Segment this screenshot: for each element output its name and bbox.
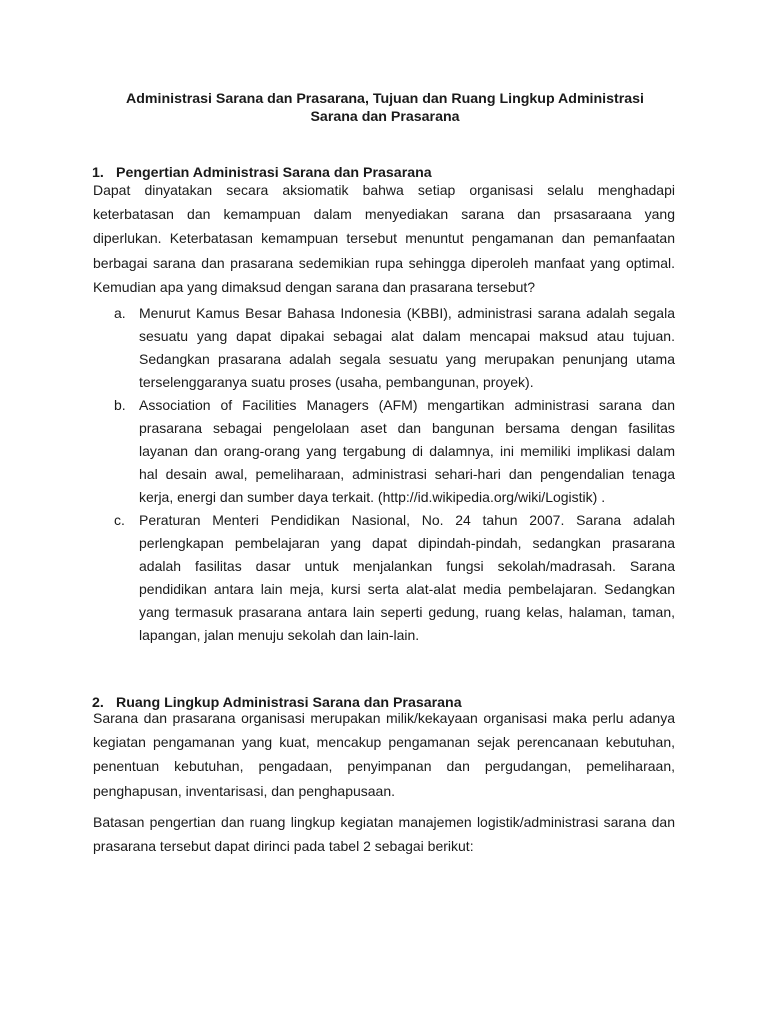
paragraph-line: berbagai sarana dan prasarana sedemikian rupa sehingga diperoleh manfaat yang optimal. — [93, 254, 675, 271]
document-title-line: Administrasi Sarana dan Prasarana, Tujuan dan Ruang Lingkup Administrasi — [126, 91, 644, 107]
paragraph-line: Kemudian apa yang dimaksud dengan sarana dan prasarana tersebut? — [93, 278, 536, 295]
list-item-line: Sedangkan prasarana adalah segala sesuatu yang merupakan penunjang utama — [139, 351, 675, 367]
list-item-line: hal desain awal, pemeliharaan, administrasi sehari-hari dan pengendalian tenaga — [139, 466, 675, 482]
section-2-paragraph — [93, 706, 675, 803]
paragraph-line: Dapat dinyatakan secara aksiomatik bahwa setiap organisasi selalu menghadapi — [93, 182, 675, 198]
paragraph-line: keterbatasan dan kemampuan dalam menyediakan sarana dan prsasaraana yang — [93, 206, 675, 223]
list-item-body — [139, 394, 675, 509]
section-number: 1. — [92, 165, 104, 181]
list-item-line: perlengkapan pembelajaran yang dapat dipindah-pindah, sedangkan prasarana — [139, 535, 675, 551]
list-item-line: pendidikan antara lain meja, kursi serta alat-alat media pembelajaran. Sedangkan — [139, 581, 675, 597]
paragraph-line: prasarana tersebut dapat dirinci pada tabel 2 sebagai berikut: — [93, 838, 474, 855]
list-item-line: Association of Facilities Managers (AFM) mengartikan administrasi sarana dan — [139, 397, 675, 413]
list-marker: c. — [114, 512, 125, 528]
list-item-line: yang termasuk prasarana antara lain seperti gedung, ruang kelas, halaman, taman, — [139, 604, 675, 620]
list-item-line: sesuatu yang dapat dipakai sebagai alat dalam mencapai maksud atau tujuan. — [139, 328, 675, 344]
list-item-line: lapangan, jalan menuju sekolah dan lain-lain. — [139, 627, 420, 643]
document-title-line: Sarana dan Prasarana — [310, 109, 460, 125]
list-item-body — [139, 302, 675, 394]
section-heading-text: Pengertian Administrasi Sarana dan Prasarana — [116, 165, 432, 181]
list-item-line: Peraturan Menteri Pendidikan Nasional, No. 24 tahun 2007. Sarana adalah — [139, 512, 675, 528]
list-item-line: Menurut Kamus Besar Bahasa Indonesia (KBBI), administrasi sarana adalah segala — [139, 305, 675, 321]
list-marker: b. — [114, 397, 126, 413]
list-item-line: terselenggaranya suatu proses (usaha, pembangunan, proyek). — [139, 374, 534, 390]
list-marker: a. — [114, 305, 126, 321]
list-item-line: adalah fasilitas dasar untuk menjalankan fungsi sekolah/madrasah. Sarana — [139, 558, 675, 574]
paragraph-line: Sarana dan prasarana organisasi merupakan milik/kekayaan organisasi maka perlu adanya — [93, 710, 675, 726]
section-number: 2. — [92, 695, 104, 711]
paragraph-line: penghapusan, inventarisasi, dan penghapusaan. — [93, 782, 396, 799]
list-item-line: kerja, energi dan sumber daya terkait. (http://id.wikipedia.org/wiki/Logistik) . — [139, 489, 606, 505]
list-item-body — [139, 509, 675, 647]
paragraph-line: diperlukan. Keterbatasan kemampuan tersebut menuntut pengamanan dan pemanfaatan — [93, 230, 675, 247]
list-item-line: prasarana sebagai pengelolaan aset dan bangunan bersama dengan fasilitas — [139, 420, 675, 436]
paragraph-line: kegiatan pengamanan yang kuat, mencakup pengamanan sejak perencanaan kebutuhan, — [93, 734, 675, 751]
section-1-paragraph — [93, 178, 675, 299]
section-heading-text: Ruang Lingkup Administrasi Sarana dan Prasarana — [116, 695, 462, 711]
paragraph-line: penentuan kebutuhan, pengadaan, penyimpanan dan pergudangan, pemeliharaan, — [93, 758, 675, 775]
paragraph-line: Batasan pengertian dan ruang lingkup kegiatan manajemen logistik/administrasi sarana dan — [93, 814, 675, 830]
list-item-line: layanan dan orang-orang yang tergabung di dalamnya, ini memiliki implikasi dalam — [139, 443, 675, 459]
document-title — [80, 90, 690, 126]
section-2-paragraph-2 — [93, 810, 675, 858]
